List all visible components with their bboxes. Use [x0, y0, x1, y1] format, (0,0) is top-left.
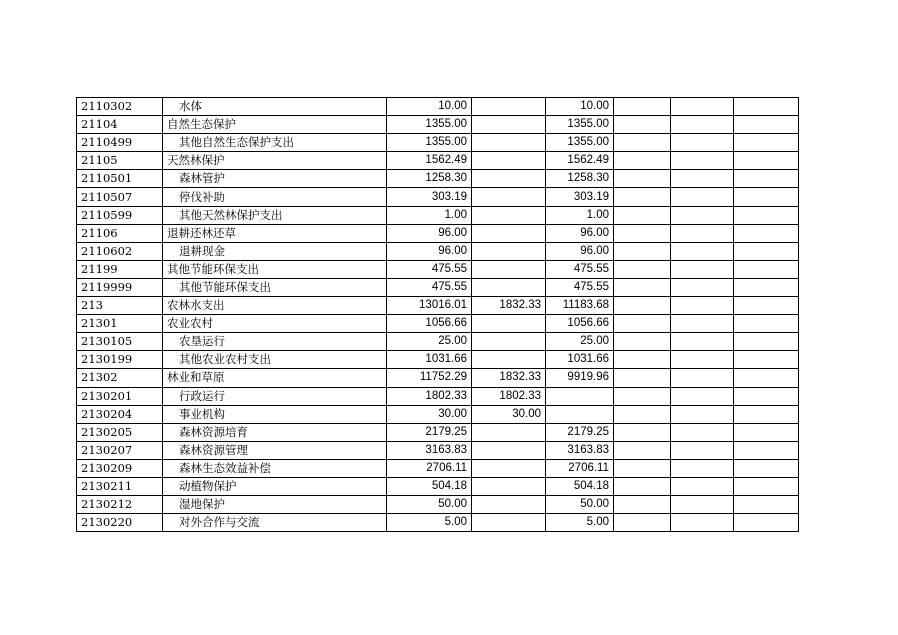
cell-col7	[671, 333, 734, 351]
cell-total: 475.55	[387, 278, 472, 296]
cell-col7	[671, 134, 734, 152]
cell-col7	[671, 351, 734, 369]
cell-total: 1056.66	[387, 315, 472, 333]
cell-total: 1562.49	[387, 152, 472, 170]
cell-code: 2130105	[77, 333, 163, 351]
cell-name: 其他农业农村支出	[163, 351, 387, 369]
cell-col8	[734, 477, 799, 495]
cell-col7	[671, 152, 734, 170]
cell-code: 21199	[77, 260, 163, 278]
cell-project: 2179.25	[546, 423, 614, 441]
cell-code: 2130205	[77, 423, 163, 441]
cell-col6	[614, 152, 671, 170]
cell-code: 2130209	[77, 459, 163, 477]
cell-total: 10.00	[387, 98, 472, 116]
cell-total: 96.00	[387, 242, 472, 260]
table-row	[77, 260, 799, 278]
cell-basic: 1832.33	[472, 369, 546, 387]
cell-col8	[734, 459, 799, 477]
cell-col6	[614, 188, 671, 206]
cell-total: 96.00	[387, 224, 472, 242]
cell-name: 农林水支出	[163, 297, 387, 315]
cell-total: 1355.00	[387, 116, 472, 134]
cell-col7	[671, 514, 734, 532]
table-row	[77, 116, 799, 134]
cell-col8	[734, 206, 799, 224]
cell-basic: 1802.33	[472, 387, 546, 405]
cell-project: 475.55	[546, 260, 614, 278]
cell-name: 森林资源管理	[163, 441, 387, 459]
cell-name: 其他自然生态保护支出	[163, 134, 387, 152]
cell-total: 2706.11	[387, 459, 472, 477]
cell-code: 2130199	[77, 351, 163, 369]
cell-col6	[614, 496, 671, 514]
cell-project	[546, 387, 614, 405]
table-row	[77, 134, 799, 152]
cell-project: 3163.83	[546, 441, 614, 459]
table-row	[77, 387, 799, 405]
cell-col8	[734, 278, 799, 296]
cell-name: 农业农村	[163, 315, 387, 333]
table-row	[77, 98, 799, 116]
cell-col8	[734, 514, 799, 532]
cell-total: 303.19	[387, 188, 472, 206]
cell-total: 1355.00	[387, 134, 472, 152]
cell-col8	[734, 315, 799, 333]
cell-name: 行政运行	[163, 387, 387, 405]
cell-basic	[472, 278, 546, 296]
cell-basic	[472, 242, 546, 260]
table-row	[77, 152, 799, 170]
cell-project: 96.00	[546, 224, 614, 242]
cell-col8	[734, 170, 799, 188]
cell-col7	[671, 441, 734, 459]
cell-name: 事业机构	[163, 405, 387, 423]
table-row	[77, 441, 799, 459]
cell-basic	[472, 477, 546, 495]
cell-col8	[734, 134, 799, 152]
cell-name: 动植物保护	[163, 477, 387, 495]
cell-name: 林业和草原	[163, 369, 387, 387]
cell-basic	[472, 116, 546, 134]
cell-basic	[472, 224, 546, 242]
cell-project: 303.19	[546, 188, 614, 206]
cell-basic	[472, 496, 546, 514]
cell-col8	[734, 333, 799, 351]
cell-basic: 1832.33	[472, 297, 546, 315]
table-row	[77, 224, 799, 242]
cell-col6	[614, 405, 671, 423]
cell-code: 2130211	[77, 477, 163, 495]
cell-total: 1031.66	[387, 351, 472, 369]
cell-col6	[614, 351, 671, 369]
cell-basic	[472, 260, 546, 278]
cell-code: 2110501	[77, 170, 163, 188]
cell-col8	[734, 405, 799, 423]
cell-project: 9919.96	[546, 369, 614, 387]
cell-basic	[472, 423, 546, 441]
cell-name: 水体	[163, 98, 387, 116]
cell-basic	[472, 98, 546, 116]
cell-total: 30.00	[387, 405, 472, 423]
cell-col7	[671, 188, 734, 206]
table-row	[77, 242, 799, 260]
cell-col6	[614, 423, 671, 441]
cell-col6	[614, 387, 671, 405]
cell-name: 森林资源培育	[163, 423, 387, 441]
budget-table	[76, 97, 799, 532]
cell-col8	[734, 441, 799, 459]
table-row	[77, 477, 799, 495]
cell-col6	[614, 206, 671, 224]
cell-col6	[614, 134, 671, 152]
cell-col8	[734, 224, 799, 242]
cell-col8	[734, 423, 799, 441]
cell-code: 2130201	[77, 387, 163, 405]
cell-project: 10.00	[546, 98, 614, 116]
cell-basic	[472, 459, 546, 477]
cell-total: 25.00	[387, 333, 472, 351]
cell-basic	[472, 333, 546, 351]
cell-col7	[671, 459, 734, 477]
table-row	[77, 333, 799, 351]
cell-col6	[614, 170, 671, 188]
cell-col8	[734, 242, 799, 260]
table-body	[77, 98, 799, 532]
cell-basic: 30.00	[472, 405, 546, 423]
table-row	[77, 297, 799, 315]
cell-col8	[734, 188, 799, 206]
cell-code: 2130207	[77, 441, 163, 459]
table-row	[77, 369, 799, 387]
table-row	[77, 206, 799, 224]
cell-name: 退耕现金	[163, 242, 387, 260]
cell-col6	[614, 297, 671, 315]
cell-name: 停伐补助	[163, 188, 387, 206]
cell-code: 2110499	[77, 134, 163, 152]
cell-name: 森林管护	[163, 170, 387, 188]
cell-project: 504.18	[546, 477, 614, 495]
cell-project: 25.00	[546, 333, 614, 351]
cell-col7	[671, 242, 734, 260]
cell-project: 475.55	[546, 278, 614, 296]
table-row	[77, 423, 799, 441]
cell-col6	[614, 278, 671, 296]
cell-code: 213	[77, 297, 163, 315]
cell-project: 96.00	[546, 242, 614, 260]
cell-total: 50.00	[387, 496, 472, 514]
cell-project: 1355.00	[546, 134, 614, 152]
cell-basic	[472, 152, 546, 170]
cell-project: 11183.68	[546, 297, 614, 315]
cell-col6	[614, 514, 671, 532]
cell-col6	[614, 260, 671, 278]
cell-basic	[472, 134, 546, 152]
cell-project: 1562.49	[546, 152, 614, 170]
cell-code: 2110602	[77, 242, 163, 260]
cell-col7	[671, 278, 734, 296]
cell-total: 3163.83	[387, 441, 472, 459]
cell-col7	[671, 116, 734, 134]
table-row	[77, 278, 799, 296]
cell-name: 对外合作与交流	[163, 514, 387, 532]
cell-code: 21302	[77, 369, 163, 387]
cell-code: 2110599	[77, 206, 163, 224]
cell-project: 1056.66	[546, 315, 614, 333]
cell-code: 21301	[77, 315, 163, 333]
cell-col6	[614, 116, 671, 134]
cell-col6	[614, 441, 671, 459]
cell-col7	[671, 170, 734, 188]
table-row	[77, 188, 799, 206]
cell-col7	[671, 206, 734, 224]
cell-name: 森林生态效益补偿	[163, 459, 387, 477]
cell-total: 475.55	[387, 260, 472, 278]
cell-col8	[734, 387, 799, 405]
cell-col6	[614, 369, 671, 387]
table-row	[77, 459, 799, 477]
cell-col7	[671, 260, 734, 278]
table-row	[77, 496, 799, 514]
cell-total: 11752.29	[387, 369, 472, 387]
cell-basic	[472, 514, 546, 532]
cell-col6	[614, 459, 671, 477]
table-row	[77, 405, 799, 423]
cell-name: 自然生态保护	[163, 116, 387, 134]
table-row	[77, 170, 799, 188]
cell-code: 21106	[77, 224, 163, 242]
cell-col8	[734, 297, 799, 315]
cell-project: 1258.30	[546, 170, 614, 188]
cell-project: 5.00	[546, 514, 614, 532]
cell-code: 2119999	[77, 278, 163, 296]
cell-col7	[671, 98, 734, 116]
table-row	[77, 351, 799, 369]
cell-code: 2130212	[77, 496, 163, 514]
cell-col8	[734, 496, 799, 514]
cell-project: 2706.11	[546, 459, 614, 477]
cell-project: 50.00	[546, 496, 614, 514]
cell-col7	[671, 477, 734, 495]
cell-col7	[671, 224, 734, 242]
cell-basic	[472, 315, 546, 333]
cell-project: 1.00	[546, 206, 614, 224]
cell-name: 湿地保护	[163, 496, 387, 514]
table-row	[77, 315, 799, 333]
cell-col8	[734, 116, 799, 134]
cell-col7	[671, 496, 734, 514]
cell-col6	[614, 242, 671, 260]
cell-code: 21104	[77, 116, 163, 134]
cell-name: 其他天然林保护支出	[163, 206, 387, 224]
cell-name: 其他节能环保支出	[163, 278, 387, 296]
cell-code: 2130204	[77, 405, 163, 423]
cell-project: 1031.66	[546, 351, 614, 369]
cell-col7	[671, 423, 734, 441]
cell-basic	[472, 441, 546, 459]
cell-total: 1.00	[387, 206, 472, 224]
cell-total: 13016.01	[387, 297, 472, 315]
cell-col7	[671, 387, 734, 405]
cell-project	[546, 405, 614, 423]
cell-total: 2179.25	[387, 423, 472, 441]
cell-name: 农垦运行	[163, 333, 387, 351]
cell-col8	[734, 98, 799, 116]
cell-basic	[472, 351, 546, 369]
cell-col6	[614, 315, 671, 333]
cell-basic	[472, 170, 546, 188]
cell-col7	[671, 297, 734, 315]
cell-col8	[734, 369, 799, 387]
cell-code: 2110507	[77, 188, 163, 206]
table-row	[77, 514, 799, 532]
cell-total: 1802.33	[387, 387, 472, 405]
cell-basic	[472, 206, 546, 224]
cell-col8	[734, 152, 799, 170]
cell-col6	[614, 224, 671, 242]
cell-col8	[734, 351, 799, 369]
cell-col8	[734, 260, 799, 278]
cell-total: 1258.30	[387, 170, 472, 188]
cell-code: 2110302	[77, 98, 163, 116]
cell-total: 5.00	[387, 514, 472, 532]
cell-total: 504.18	[387, 477, 472, 495]
cell-col6	[614, 333, 671, 351]
cell-col6	[614, 98, 671, 116]
cell-code: 2130220	[77, 514, 163, 532]
cell-col6	[614, 477, 671, 495]
cell-name: 天然林保护	[163, 152, 387, 170]
cell-col7	[671, 405, 734, 423]
cell-name: 退耕还林还草	[163, 224, 387, 242]
cell-col7	[671, 315, 734, 333]
cell-name: 其他节能环保支出	[163, 260, 387, 278]
cell-code: 21105	[77, 152, 163, 170]
cell-basic	[472, 188, 546, 206]
cell-col7	[671, 369, 734, 387]
cell-project: 1355.00	[546, 116, 614, 134]
